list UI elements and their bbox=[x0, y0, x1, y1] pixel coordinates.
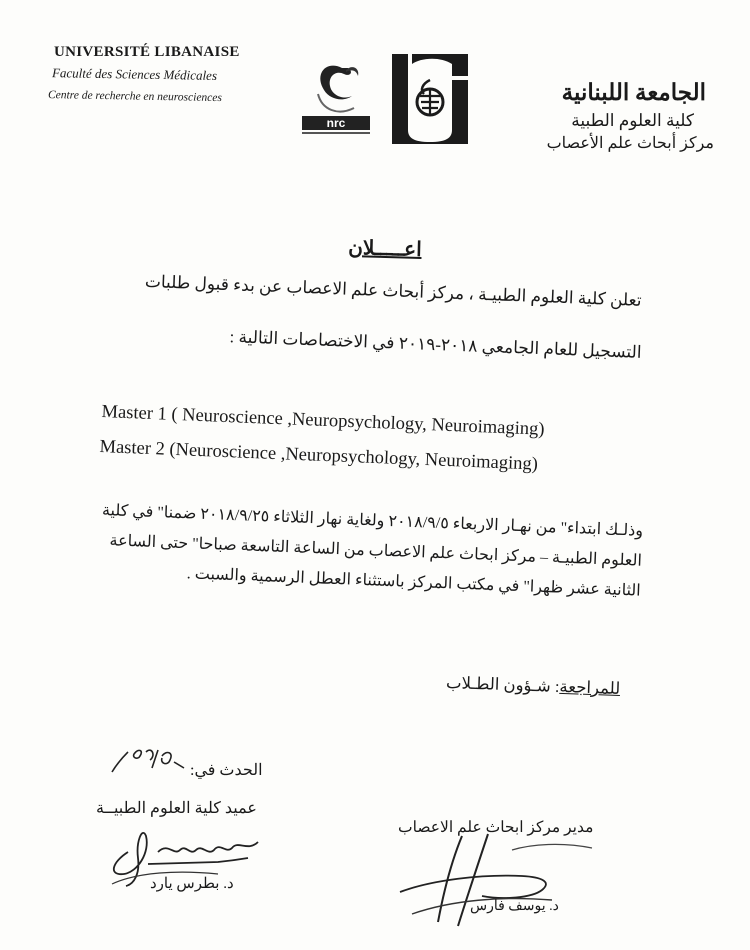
french-letterhead bbox=[48, 44, 268, 103]
lebanese-university-logo-icon bbox=[390, 50, 470, 148]
arabic-letterhead bbox=[510, 80, 730, 153]
notice-title: اعـــــلان bbox=[347, 237, 422, 261]
centre-name-ar: مركز أبحاث علم الأعصاب bbox=[546, 135, 714, 153]
university-name-fr: UNIVERSITÉ LIBANAISE bbox=[54, 44, 240, 60]
program-master-2: Master 2 (Neuroscience ,Neuropsychology, Neuroimaging) bbox=[99, 437, 539, 475]
dean-name: د. بطرس يارد bbox=[150, 876, 234, 892]
notice-body: وذلـك ابتداء" من نهـار الاربعاء ٢٠١٨/٩/٥ ولغاية نهار الثلاثاء ٢٠١٨/٩/٢٥ ضمنا" في كلية العلوم الطبيـة – مركز ابحاث علم الاعصاب من الساعة التاسعة صباحا" حتى الساعة الثانية عشر ظهرا" في مكتب المركز باستثناء العطل الرسمية والسبت . bbox=[101, 501, 644, 600]
director-name: د. يوسف فارس bbox=[470, 899, 559, 914]
centre-name-fr: Centre de recherche en neurosciences bbox=[47, 89, 223, 105]
faculty-name-ar: كلية العلوم الطبية bbox=[571, 111, 694, 131]
handwritten-date bbox=[108, 742, 188, 782]
program-master-1: Master 1 ( Neuroscience ,Neuropsychology, Neuroimaging) bbox=[101, 402, 545, 440]
date-label: الحدث في: bbox=[190, 762, 263, 779]
nrc-logo-text: nrc bbox=[326, 116, 346, 130]
reference-value: : شـؤون الطـلاب bbox=[445, 672, 560, 696]
faculty-name-fr: Faculté des Sciences Médicales bbox=[51, 65, 218, 83]
director-signature bbox=[392, 830, 612, 930]
dean-title: عميد كلية العلوم الطبيــة bbox=[96, 800, 257, 817]
intro-line-2: التسجيل للعام الجامعي ٢٠١٨-٢٠١٩ في الاختصاصات التالية : bbox=[229, 327, 642, 362]
director-title: مدير مركز ابحاث علم الاعصاب bbox=[398, 819, 594, 836]
nrc-logo-icon bbox=[296, 50, 376, 138]
intro-line-1: تعلن كلية العلوم الطبيـة ، مركز أبحاث علم الاعصاب عن بدء قبول طلبات bbox=[144, 271, 642, 310]
reference-line bbox=[446, 673, 621, 699]
reference-label: للمراجعة bbox=[558, 676, 621, 699]
university-name-ar: الجامعة اللبنانية bbox=[561, 80, 706, 105]
